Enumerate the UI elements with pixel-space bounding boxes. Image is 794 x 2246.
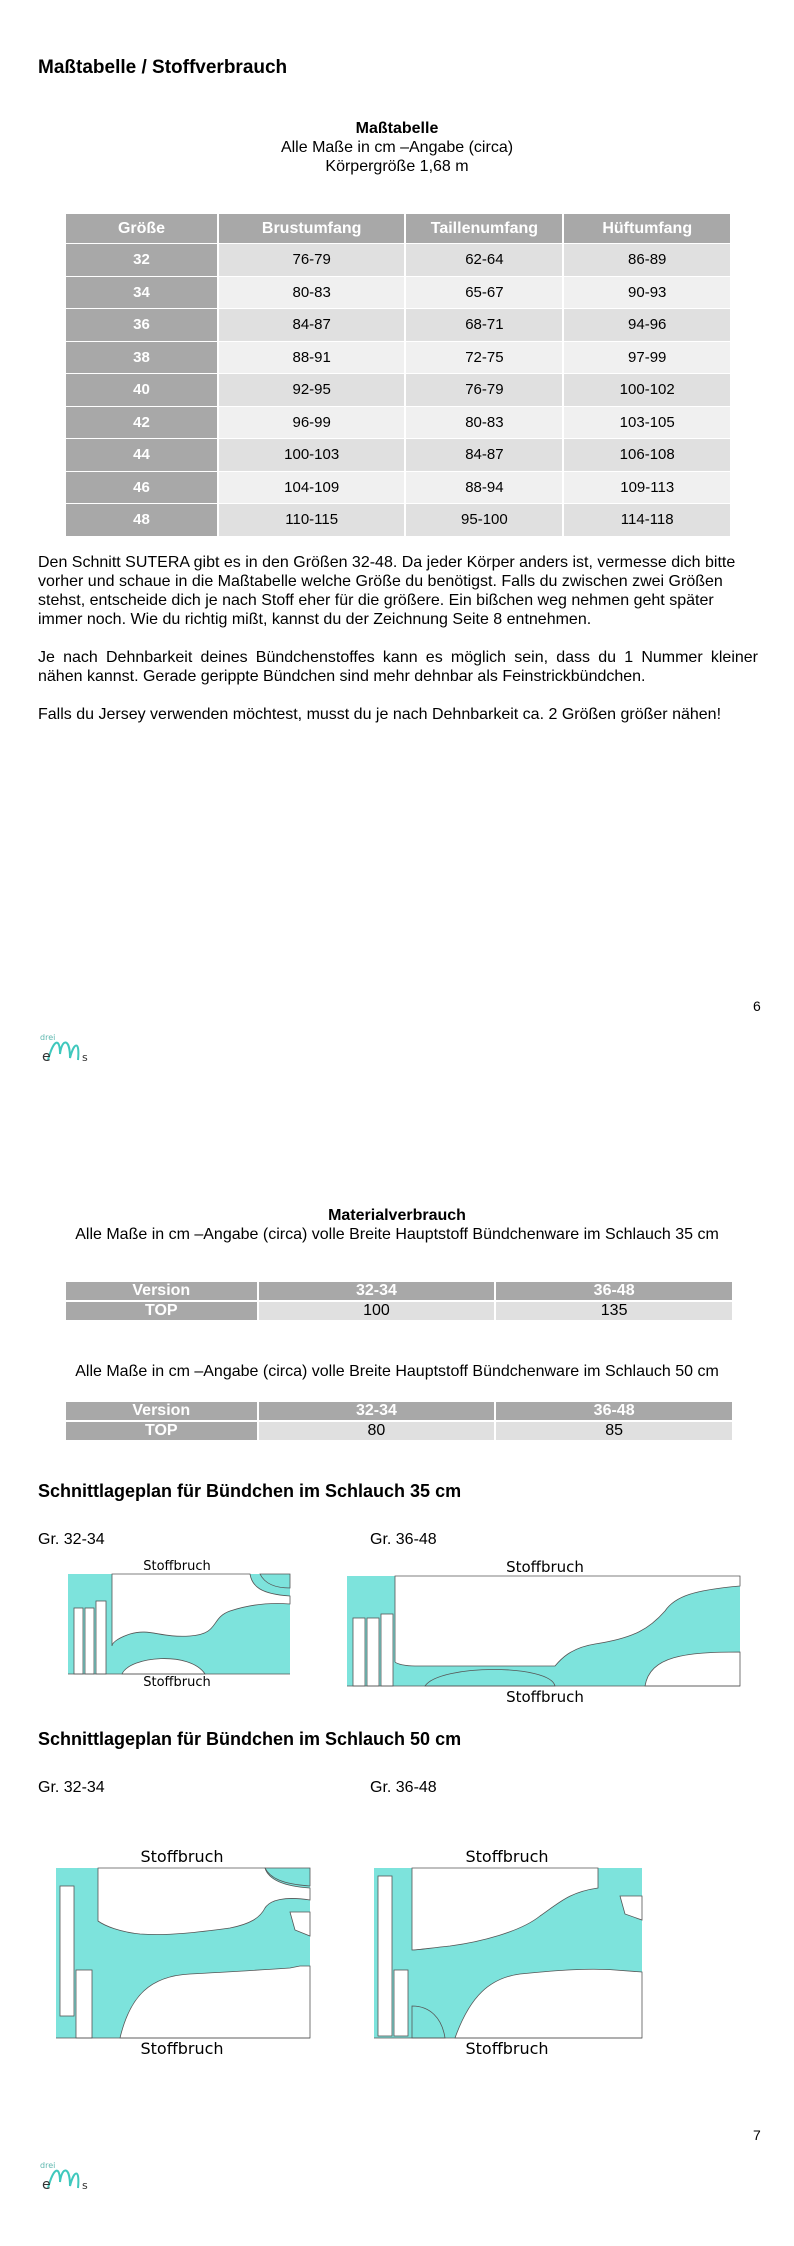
page-title: Maßtabelle / Stoffverbrauch xyxy=(38,57,288,78)
size-table xyxy=(64,214,732,536)
material-header-row xyxy=(66,1402,732,1420)
layout-35-left-label: Gr. 32-34 xyxy=(38,1531,105,1548)
bust-cell: 100-103 xyxy=(219,438,404,471)
layout-diagram-50-small xyxy=(50,1846,320,2058)
table-row xyxy=(66,373,730,406)
layout-50-right-label: Gr. 36-48 xyxy=(370,1779,437,1796)
header-version: Version xyxy=(66,1402,257,1420)
waist-cell: 68-71 xyxy=(406,308,562,341)
size-range-paragraph: Den Schnitt SUTERA gibt es in den Größen 32-48. Da jeder Körper anders ist, vermesse dich bitte vorher und schaue in die Maßtabelle welche Größe du benötigst. Falls du zwischen zwei Größen stehst, entscheide dich je nach Stoff eher für die größere. Ein bißchen weg nehmen geht später immer noch. Wie du richtig mißt, kannst du der Zeichnung Seite 8 entnehmen. xyxy=(38,554,736,628)
header-size-32-34: 32-34 xyxy=(259,1282,495,1300)
table-row xyxy=(66,276,730,309)
size-cell: 44 xyxy=(66,438,217,471)
waist-cell: 65-67 xyxy=(406,276,562,309)
header-bust: Brustumfang xyxy=(219,214,404,243)
waist-cell: 88-94 xyxy=(406,471,562,504)
layout-35-right-label: Gr. 36-48 xyxy=(370,1531,437,1548)
logo-mark-icon xyxy=(38,2158,98,2194)
material-table-35 xyxy=(64,1280,734,1322)
size-table-body-height: Körpergröße 1,68 m xyxy=(325,158,469,175)
table-row xyxy=(66,243,730,276)
size-table-unit-note: Alle Maße in cm –Angabe (circa) xyxy=(280,139,514,156)
fold-label-bottom: Stoffbruch xyxy=(506,1688,584,1706)
hip-cell: 90-93 xyxy=(564,276,730,309)
bust-cell: 88-91 xyxy=(219,341,404,374)
size-table-header-row xyxy=(66,214,730,243)
logo-small-text: drei xyxy=(40,2161,56,2170)
brand-logo xyxy=(38,2158,98,2194)
material-heading: Materialverbrauch xyxy=(328,1207,466,1224)
waist-cell: 72-75 xyxy=(406,341,562,374)
waist-cell: 95-100 xyxy=(406,503,562,536)
svg-text:s: s xyxy=(82,2179,88,2192)
waist-cell: 84-87 xyxy=(406,438,562,471)
hip-cell: 109-113 xyxy=(564,471,730,504)
waist-cell: 62-64 xyxy=(406,243,562,276)
table-row xyxy=(66,341,730,374)
header-size-36-48: 36-48 xyxy=(496,1282,732,1300)
amount-cell: 85 xyxy=(496,1422,732,1440)
fold-label-top: Stoffbruch xyxy=(143,1559,211,1574)
waist-cell: 76-79 xyxy=(406,373,562,406)
bust-cell: 76-79 xyxy=(219,243,404,276)
fold-label-top: Stoffbruch xyxy=(506,1558,584,1576)
material-note-35: Alle Maße in cm –Angabe (circa) volle Breite Hauptstoff Bündchenware im Schlauch 35 cm xyxy=(75,1226,719,1243)
cuff-stretch-paragraph: Je nach Dehnbarkeit deines Bündchenstoffes kann es möglich sein, dass du 1 Nummer kleiner nähen kannst. Gerade gerippte Bündchen sind mehr dehnbar als Feinstrickbündchen. xyxy=(38,649,758,685)
version-cell: TOP xyxy=(66,1422,257,1440)
size-cell: 46 xyxy=(66,471,217,504)
header-size-32-34: 32-34 xyxy=(259,1402,495,1420)
size-cell: 40 xyxy=(66,373,217,406)
svg-text:s: s xyxy=(82,1051,88,1064)
hip-cell: 86-89 xyxy=(564,243,730,276)
hip-cell: 97-99 xyxy=(564,341,730,374)
waist-cell: 80-83 xyxy=(406,406,562,439)
fold-label-top: Stoffbruch xyxy=(140,1847,224,1866)
size-cell: 38 xyxy=(66,341,217,374)
size-cell: 48 xyxy=(66,503,217,536)
amount-cell: 100 xyxy=(259,1302,495,1320)
header-version: Version xyxy=(66,1282,257,1300)
hip-cell: 94-96 xyxy=(564,308,730,341)
size-cell: 34 xyxy=(66,276,217,309)
bust-cell: 80-83 xyxy=(219,276,404,309)
layout-diagram-35-large xyxy=(345,1556,745,1706)
fold-label-bottom: Stoffbruch xyxy=(143,1675,211,1690)
page-number: 6 xyxy=(753,998,761,1014)
layout-50-left-label: Gr. 32-34 xyxy=(38,1779,105,1796)
amount-cell: 135 xyxy=(496,1302,732,1320)
table-row xyxy=(66,503,730,536)
hip-cell: 106-108 xyxy=(564,438,730,471)
hip-cell: 103-105 xyxy=(564,406,730,439)
page-number: 7 xyxy=(753,2127,761,2143)
layout-diagram-35-small xyxy=(60,1556,300,1690)
size-cell: 36 xyxy=(66,308,217,341)
table-row xyxy=(66,308,730,341)
bust-cell: 92-95 xyxy=(219,373,404,406)
size-table-caption xyxy=(0,119,794,176)
hip-cell: 100-102 xyxy=(564,373,730,406)
fold-label-top: Stoffbruch xyxy=(465,1847,549,1866)
size-cell: 42 xyxy=(66,406,217,439)
jersey-paragraph: Falls du Jersey verwenden möchtest, musst du je nach Dehnbarkeit ca. 2 Größen größer nähen! xyxy=(38,706,722,723)
hip-cell: 114-118 xyxy=(564,503,730,536)
size-cell: 32 xyxy=(66,243,217,276)
table-row xyxy=(66,471,730,504)
bust-cell: 104-109 xyxy=(219,471,404,504)
header-hip: Hüftumfang xyxy=(564,214,730,243)
table-row xyxy=(66,1302,732,1320)
amount-cell: 80 xyxy=(259,1422,495,1440)
table-row xyxy=(66,1422,732,1440)
layout-plan-50-title: Schnittlageplan für Bündchen im Schlauch 50 cm xyxy=(38,1729,462,1749)
size-table-heading: Maßtabelle xyxy=(355,120,439,137)
logo-small-text: drei xyxy=(40,1033,56,1042)
fold-label-bottom: Stoffbruch xyxy=(140,2039,224,2058)
material-caption xyxy=(0,1206,794,1244)
header-waist: Taillenumfang xyxy=(406,214,562,243)
bust-cell: 84-87 xyxy=(219,308,404,341)
fold-label-bottom: Stoffbruch xyxy=(465,2039,549,2058)
material-table-50 xyxy=(64,1400,734,1442)
version-cell: TOP xyxy=(66,1302,257,1320)
table-row xyxy=(66,438,730,471)
header-size: Größe xyxy=(66,214,217,243)
logo-mark-icon xyxy=(38,1030,98,1066)
material-header-row xyxy=(66,1282,732,1300)
layout-diagram-50-large xyxy=(370,1846,650,2058)
brand-logo xyxy=(38,1030,98,1066)
bust-cell: 96-99 xyxy=(219,406,404,439)
header-size-36-48: 36-48 xyxy=(496,1402,732,1420)
material-note-50: Alle Maße in cm –Angabe (circa) volle Breite Hauptstoff Bündchenware im Schlauch 50 cm xyxy=(75,1363,719,1380)
bust-cell: 110-115 xyxy=(219,503,404,536)
svg-text:e: e xyxy=(42,2177,51,2193)
layout-plan-35-title: Schnittlageplan für Bündchen im Schlauch 35 cm xyxy=(38,1481,462,1501)
svg-text:e: e xyxy=(42,1049,51,1065)
table-row xyxy=(66,406,730,439)
